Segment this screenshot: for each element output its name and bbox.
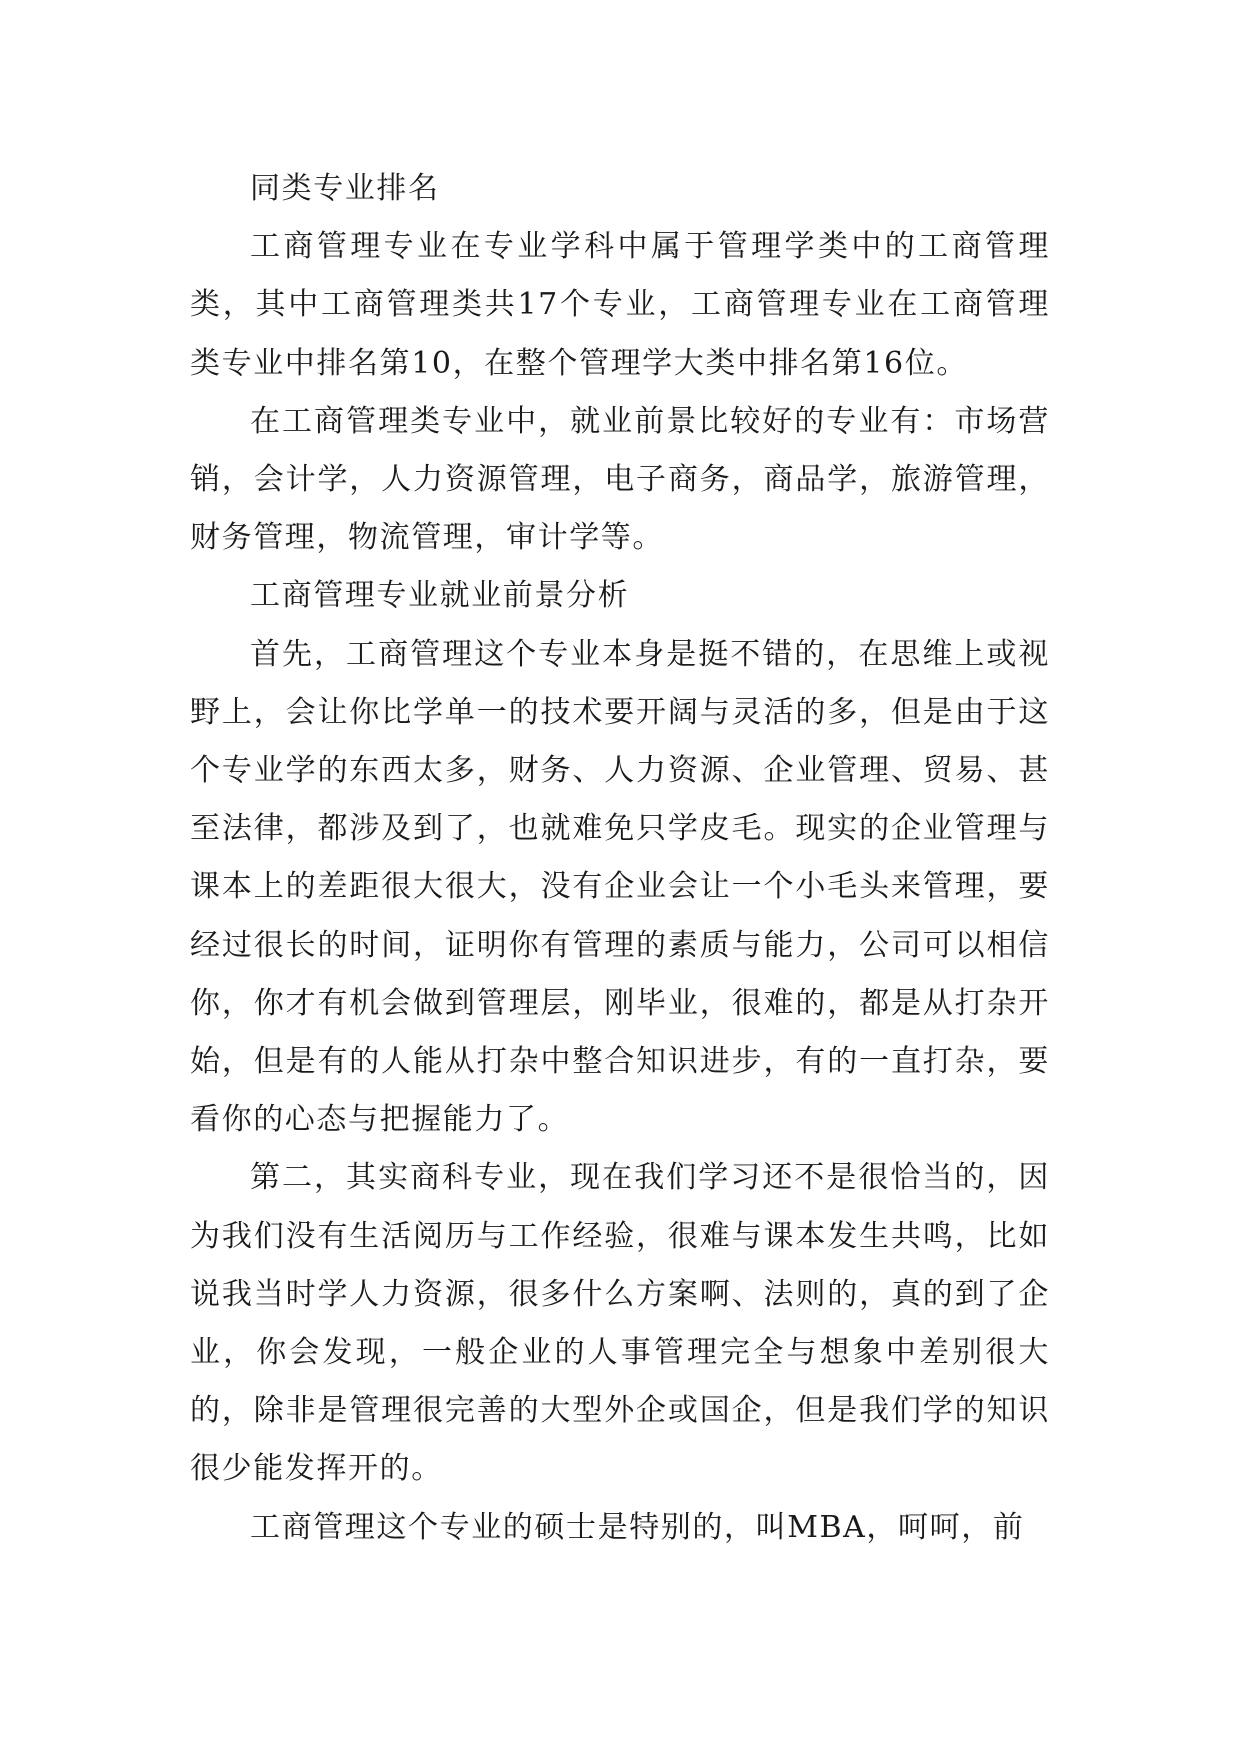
section-heading-prospects: 工商管理专业就业前景分析: [250, 578, 630, 614]
paragraph-second-point: 第二，其实商科专业，现在我们学习还不是很恰当的，因为我们没有生活阅历与工作经验，很难与课本发生共鸣，比如说我当时学人力资源，很多什么方案啊、法则的，真的到了企业，你会发现，一般企业的人事管理完全与想象中差别很大的，除非是管理很完善的大型外企或国企，但是我们学的知识很少能发挥开的。: [190, 1160, 1050, 1487]
paragraph-mba: 工商管理这个专业的硕士是特别的，叫MBA，呵呵，前: [250, 1509, 1025, 1545]
paragraph-first-point: 首先，工商管理这个专业本身是挺不错的，在思维上或视野上，会让你比学单一的技术要开阔与灵活的多，但是由于这个专业学的东西太多，财务、人力资源、企业管理、贸易、甚至法律，都涉及到了，也就难免只学皮毛。现实的企业管理与课本上的差距很大很大，没有企业会让一个小毛头来管理，要经过很长的时间，证明你有管理的素质与能力，公司可以相信你，你才有机会做到管理层，刚毕业，很难的，都是从打杂开始，但是有的人能从打杂中整合知识进步，有的一直打杂，要看你的心态与把握能力了。: [190, 636, 1050, 1138]
document-body: [190, 160, 1050, 1557]
section-heading-ranking: 同类专业排名: [250, 171, 440, 206]
paragraph-ranking-detail: 工商管理专业在专业学科中属于管理学类中的工商管理类，其中工商管理类共17个专业，工商管理专业在工商管理类专业中排名第10，在整个管理学大类中排名第16位。: [190, 229, 1050, 381]
paragraph-good-majors: 在工商管理类专业中，就业前景比较好的专业有：市场营销，会计学，人力资源管理，电子商务，商品学，旅游管理，财务管理，物流管理，审计学等。: [190, 403, 1050, 556]
